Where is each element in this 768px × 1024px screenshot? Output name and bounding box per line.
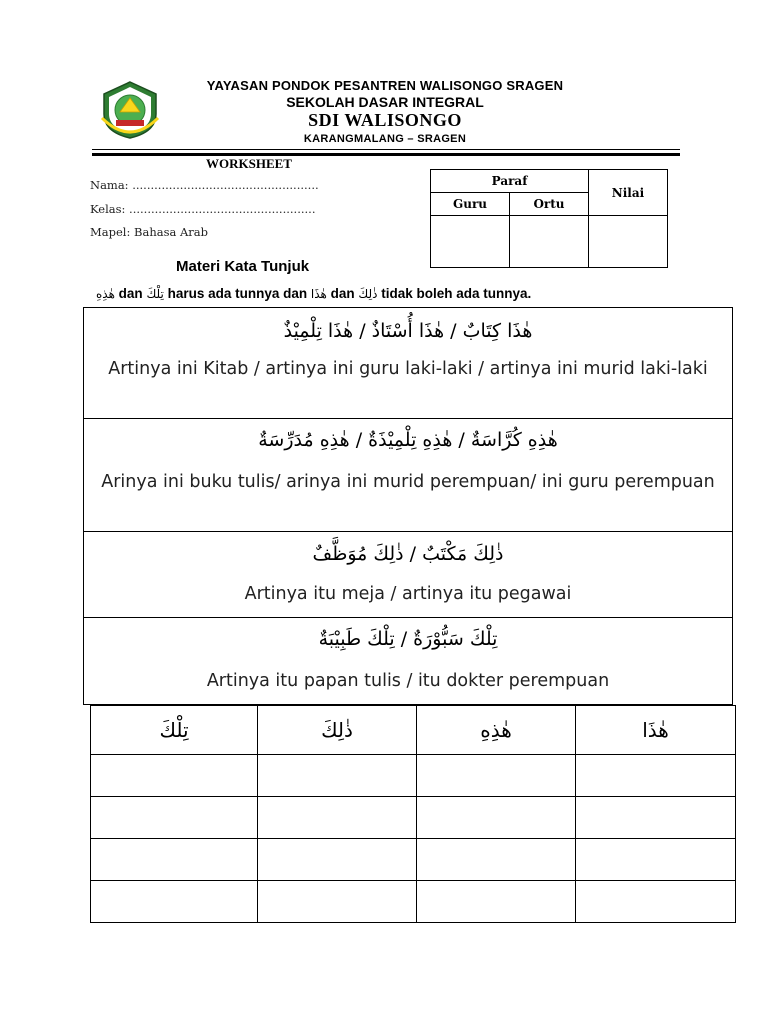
rule-sentence	[96, 286, 696, 301]
ortu-signature-cell[interactable]	[510, 216, 589, 268]
grid-answer-cell[interactable]	[258, 839, 417, 881]
grid-answer-cell[interactable]	[91, 797, 258, 839]
nilai-header: Nilai	[589, 170, 668, 216]
example-meaning: Arinya ini buku tulis/ arinya ini murid perempuan/ ini guru perempuan	[101, 472, 715, 492]
school-type: SEKOLAH DASAR INTEGRAL	[286, 94, 484, 110]
rule-word-hadha: هٰذَا	[310, 287, 327, 301]
header-divider-thick	[92, 153, 680, 156]
example-arabic: تِلْكَ سَبُّوْرَةٌ / تِلْكَ طَبِيْبَةٌ	[318, 628, 498, 650]
grid-answer-cell[interactable]	[576, 839, 736, 881]
subject-field: Mapel: Bahasa Arab	[90, 225, 209, 239]
nilai-score-cell[interactable]	[589, 216, 668, 268]
grid-answer-cell[interactable]	[417, 881, 576, 923]
grid-answer-cell[interactable]	[258, 797, 417, 839]
school-address: KARANGMALANG – SRAGEN	[303, 133, 467, 145]
example-meaning: Artinya ini Kitab / artinya ini guru laki-laki / artinya ini murid laki-laki	[108, 359, 708, 379]
guru-signature-cell[interactable]	[431, 216, 510, 268]
grid-answer-cell[interactable]	[258, 755, 417, 797]
grid-answer-cell[interactable]	[576, 755, 736, 797]
examples-box	[83, 307, 733, 705]
grid-answer-cell[interactable]	[576, 881, 736, 923]
lesson-title: Materi Kata Tunjuk	[176, 258, 310, 275]
example-row	[84, 308, 732, 419]
example-meaning: Artinya itu meja / artinya itu pegawai	[244, 584, 572, 604]
grid-header-hadhihi: هٰذِهِ	[417, 706, 576, 755]
example-row	[84, 532, 732, 618]
grid-answer-cell[interactable]	[91, 755, 258, 797]
class-field[interactable]: Kelas: ...................................................	[90, 202, 316, 216]
answer-grid	[90, 705, 736, 923]
rule-word-hadhihi: هٰذِهِ	[96, 287, 115, 301]
worksheet-title: WORKSHEET	[206, 156, 292, 171]
rule-text: tidak boleh ada tunnya.	[377, 286, 532, 301]
example-arabic: ذٰلِكَ مَكْتَبٌ / ذٰلِكَ مُوَظَّفٌ	[312, 543, 504, 565]
grid-header-tilka: تِلْكَ	[91, 706, 258, 755]
grid-answer-cell[interactable]	[91, 881, 258, 923]
grid-answer-cell[interactable]	[417, 839, 576, 881]
header-divider-thin	[92, 149, 680, 150]
rule-text: harus ada tunnya dan	[163, 286, 311, 301]
school-logo	[96, 80, 164, 140]
name-field[interactable]: Nama: ...................................................	[90, 178, 319, 192]
signature-table	[430, 169, 668, 268]
grid-header-dhalika: ذٰلِكَ	[258, 706, 417, 755]
rule-word-tilka: تِلْكَ	[146, 287, 164, 301]
grid-answer-cell[interactable]	[417, 755, 576, 797]
rule-text: dan	[114, 286, 147, 301]
grid-answer-cell[interactable]	[258, 881, 417, 923]
grid-answer-cell[interactable]	[91, 839, 258, 881]
rule-word-dhalika: ذٰلِكَ	[358, 287, 378, 301]
example-row	[84, 419, 732, 532]
paraf-header: Paraf	[431, 170, 589, 193]
rule-text: dan	[326, 286, 359, 301]
example-row	[84, 618, 732, 704]
example-arabic: هٰذَا كِتَابٌ / هٰذَا أُسْتَاذٌ / هٰذَا تِلْمِيْذٌ	[283, 320, 533, 342]
grid-header-hadha: هٰذَا	[576, 706, 736, 755]
example-meaning: Artinya itu papan tulis / itu dokter perempuan	[206, 671, 610, 691]
school-name: SDI WALISONGO	[308, 110, 462, 130]
ortu-header: Ortu	[510, 193, 589, 216]
foundation-name: YAYASAN PONDOK PESANTREN WALISONGO SRAGEN	[206, 78, 564, 93]
guru-header: Guru	[431, 193, 510, 216]
grid-answer-cell[interactable]	[576, 797, 736, 839]
grid-answer-cell[interactable]	[417, 797, 576, 839]
example-arabic: هٰذِهِ كُرَّاسَةٌ / هٰذِهِ تِلْمِيْذَةٌ / هٰذِهِ مُدَرِّسَةٌ	[258, 429, 558, 451]
